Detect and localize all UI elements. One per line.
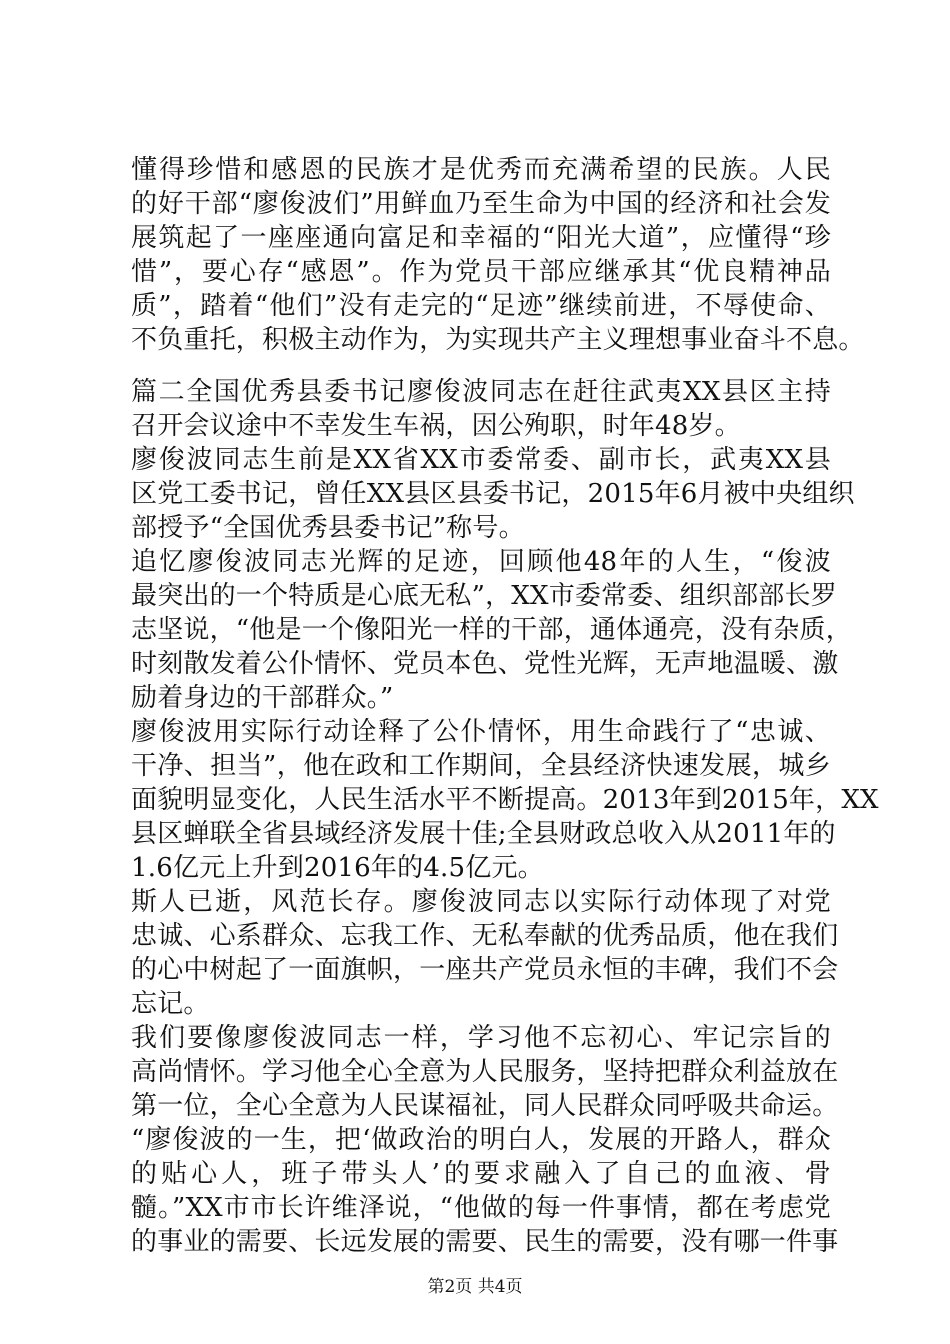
paragraph-2 xyxy=(131,375,831,443)
text-line: 廖俊波同志生前是XX省XX市委常委、副市长，武夷XX县 xyxy=(131,445,831,475)
text-line: 的事业的需要、长远发展的需要、民生的需要，没有哪一件事 xyxy=(131,1227,839,1257)
text-line: 志坚说，“他是一个像阳光一样的干部，通体通亮，没有杂质， xyxy=(131,615,852,645)
text-line: 懂得珍惜和感恩的民族才是优秀而充满希望的民族。人民 xyxy=(131,155,831,185)
text-line: 第一位，全心全意为人民谋福祉，同人民群众同呼吸共命运。 xyxy=(131,1091,839,1121)
text-line: 忘记。 xyxy=(131,989,210,1019)
text-line: 惜”，要心存“感恩”。作为党员干部应继承其“优良精神品 xyxy=(131,257,831,287)
text-line: 的心中树起了一面旗帜，一座共产党员永恒的丰碑，我们不会 xyxy=(131,955,839,985)
page-number-footer: 第2页 共4页 xyxy=(427,1277,523,1297)
text-line: 部授予“全国优秀县委书记”称号。 xyxy=(131,513,525,543)
paragraph-1 xyxy=(131,153,865,357)
paragraph-5 xyxy=(131,715,879,885)
text-line: 召开会议途中不幸发生车祸，因公殉职，时年48岁。 xyxy=(131,411,741,441)
text-line: 追忆廖俊波同志光辉的足迹，回顾他48年的人生，“俊波 xyxy=(131,547,831,577)
text-line: 斯人已逝，风范长存。廖俊波同志以实际行动体现了对党 xyxy=(131,887,831,917)
text-line: 最突出的一个特质是心底无私”，XX市委常委、组织部部长罗 xyxy=(131,581,837,611)
text-line: 展筑起了一座座通向富足和幸福的“阳光大道”，应懂得“珍 xyxy=(131,223,831,253)
paragraph-6 xyxy=(131,885,839,1021)
text-line: 的贴心人，班子带头人’的要求融入了自己的血液、骨 xyxy=(131,1159,831,1189)
text-line: 1.6亿元上升到2016年的4.5亿元。 xyxy=(131,853,544,883)
text-line: 干净、担当”，他在政和工作期间，全县经济快速发展，城乡 xyxy=(131,751,831,781)
paragraph-3 xyxy=(131,443,855,545)
text-line: 廖俊波用实际行动诠释了公仆情怀，用生命践行了“忠诚、 xyxy=(131,717,831,747)
text-line: 忠诚、心系群众、忘我工作、无私奉献的优秀品质，他在我们 xyxy=(131,921,839,951)
text-line: 县区蝉联全省县域经济发展十佳;全县财政总收入从2011年的 xyxy=(131,819,836,849)
text-line: 高尚情怀。学习他全心全意为人民服务，坚持把群众利益放在 xyxy=(131,1057,839,1087)
text-line: 的好干部“廖俊波们”用鲜血乃至生命为中国的经济和社会发 xyxy=(131,189,831,219)
paragraph-7 xyxy=(131,1021,839,1259)
paragraph-gap xyxy=(131,357,831,375)
text-line: 髓。”XX市市长许维泽说，“他做的每一件事情，都在考虑党 xyxy=(131,1193,831,1223)
text-line: 质”，踏着“他们”没有走完的“足迹”继续前进，不辱使命、 xyxy=(131,291,831,321)
text-line: 我们要像廖俊波同志一样，学习他不忘初心、牢记宗旨的 xyxy=(131,1023,831,1053)
text-line: 时刻散发着公仆情怀、党员本色、党性光辉，无声地温暖、激 xyxy=(131,649,839,679)
text-line: 篇二全国优秀县委书记廖俊波同志在赶往武夷XX县区主持 xyxy=(131,377,831,407)
text-line: 区党工委书记，曾任XX县区县委书记，2015年6月被中央组织 xyxy=(131,479,855,509)
text-line: “廖俊波的一生，把‘做政治的明白人，发展的开路人，群众 xyxy=(131,1125,831,1155)
document-body xyxy=(131,153,879,1259)
paragraph-4 xyxy=(131,545,852,715)
text-line: 不负重托，积极主动作为，为实现共产主义理想事业奋斗不息。 xyxy=(131,325,865,355)
text-line: 励着身边的干部群众。” xyxy=(131,683,394,713)
text-line: 面貌明显变化，人民生活水平不断提高。2013年到2015年，XX xyxy=(131,785,879,815)
